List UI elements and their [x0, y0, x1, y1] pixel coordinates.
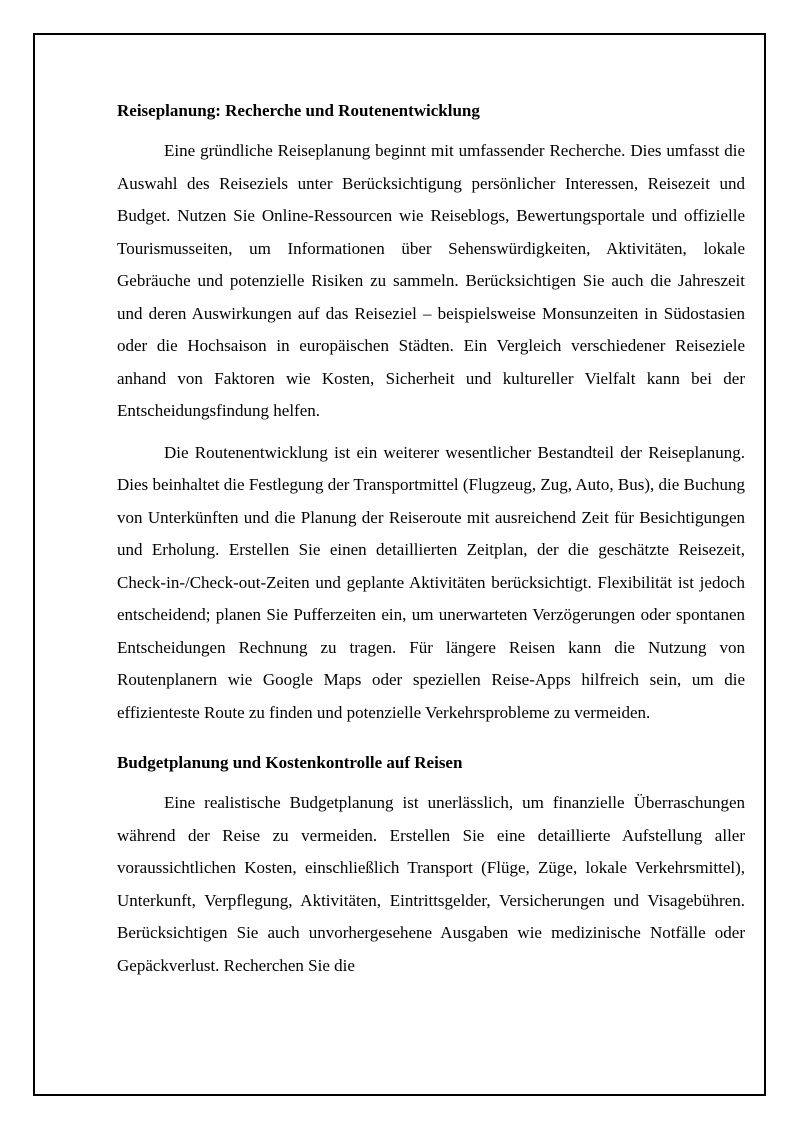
page-frame — [33, 33, 766, 1096]
document-body — [117, 99, 745, 991]
paragraph-budget: Eine realistische Budgetplanung ist unerlässlich, um finanzielle Überraschungen während der Reise zu vermeiden. Erstellen Sie eine detaillierte Aufstellung aller voraussichtlichen Kosten, einschließlich Transport (Flüge, Züge, lokale Verkehrsmittel), Unterkunft, Verpflegung, Aktivitäten, Eintrittsgelder, Versicherungen und Visagebühren. Berücksichtigen Sie auch unvorhergesehene Ausgaben wie medizinische Notfälle oder Gepäckverlust. Recherchen Sie die — [117, 793, 745, 975]
section-heading-travel-planning: Reiseplanung: Recherche und Routenentwicklung — [117, 101, 480, 120]
paragraph-route-development: Die Routenentwicklung ist ein weiterer wesentlicher Bestandteil der Reiseplanung. Dies beinhaltet die Festlegung der Transportmittel (Flugzeug, Zug, Auto, Bus), die Buchung von Unterkünften und die Planung der Reiseroute mit ausreichend Zeit für Besichtigungen und Erholung. Erstellen Sie einen detaillierten Zeitplan, der die geschätzte Reisezeit, Check-in-/Check-out-Zeiten und geplante Aktivitäten berücksichtigt. Flexibilität ist jedoch entscheidend; planen Sie Pufferzeiten ein, um unerwarteten Verzögerungen oder spontanen Entscheidungen Rechnung zu tragen. Für längere Reisen kann die Nutzung von Routenplanern wie Google Maps oder speziellen Reise-Apps hilfreich sein, um die effizienteste Route zu finden und potenzielle Verkehrsprobleme zu vermeiden. — [117, 442, 745, 722]
paragraph-research: Eine gründliche Reiseplanung beginnt mit umfassender Recherche. Dies umfasst die Auswahl des Reiseziels unter Berücksichtigung persönlicher Interessen, Reisezeit und Budget. Nutzen Sie Online-Ressourcen wie Reiseblogs, Bewertungsportale und offizielle Tourismusseiten, um Informationen über Sehenswürdigkeiten, Aktivitäten, lokale Gebräuche und potenzielle Risiken zu sammeln. Berücksichtigen Sie auch die Jahreszeit und deren Auswirkungen auf das Reiseziel – beispielsweise Monsunzeiten in Südostasien oder die Hochsaison in europäischen Städten. Ein Vergleich verschiedener Reiseziele anhand von Faktoren wie Kosten, Sicherheit und kultureller Vielfalt kann bei der Entscheidungsfindung helfen. — [117, 141, 745, 420]
section-heading-budget-planning: Budgetplanung und Kostenkontrolle auf Reisen — [117, 753, 463, 772]
